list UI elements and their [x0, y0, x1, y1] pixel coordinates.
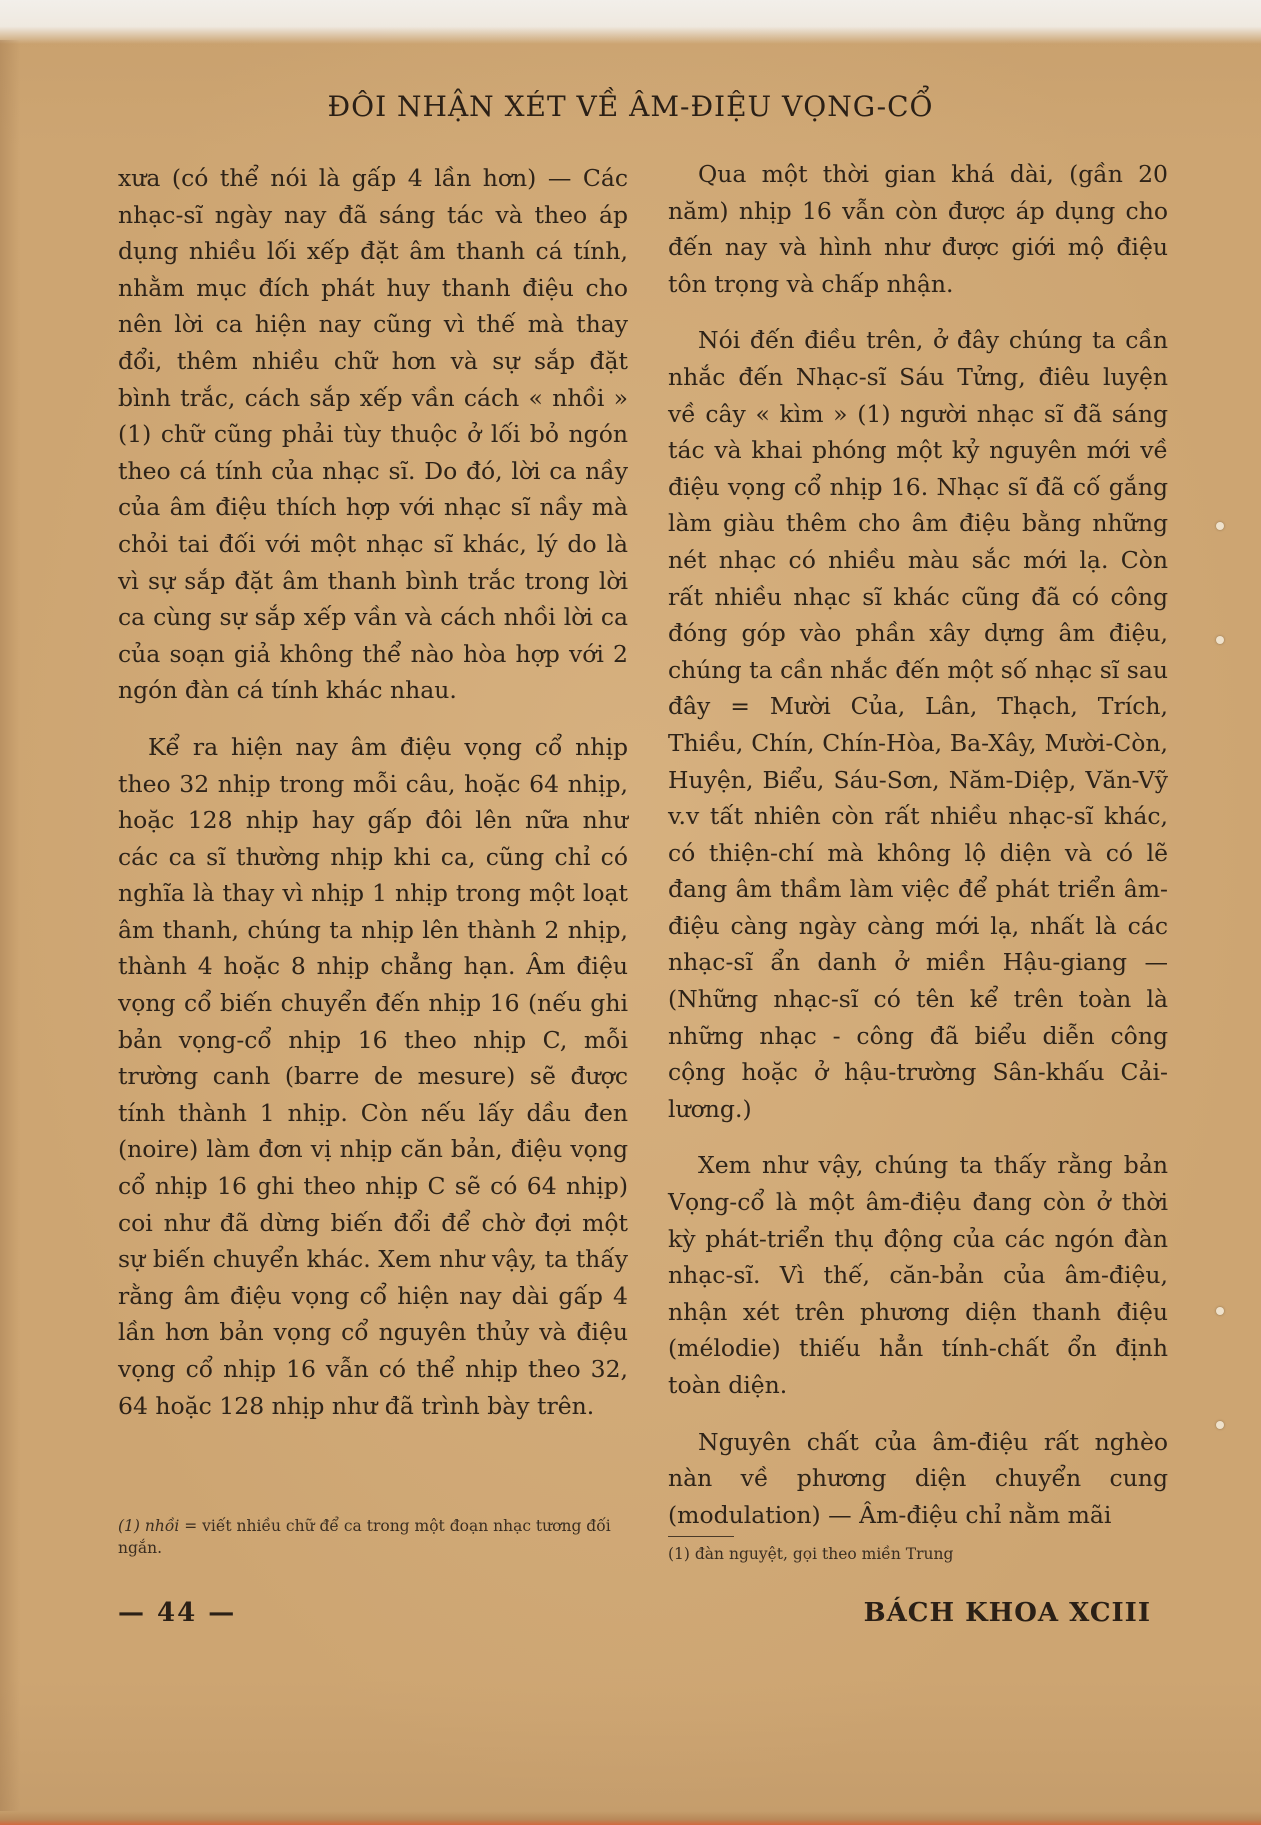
- page-number: — 44 —: [118, 1598, 237, 1628]
- right-paragraph-3: Xem như vậy, chúng ta thấy rằng bản Vọng-cổ là một âm-điệu đang còn ở thời kỳ phát-triển thụ động của các ngón đàn nhạc-sĩ. Vì thế, căn-bản của âm-điệu, nhận xét trên phương diện thanh điệu (mélodie) thiếu hẳn tính-chất ổn định toàn diện.: [668, 1151, 1168, 1399]
- left-paragraph-2: Kể ra hiện nay âm điệu vọng cổ nhịp theo 32 nhịp trong mỗi câu, hoặc 64 nhịp, hoặc 128 nhịp hay gấp đôi lên nữa như các ca sĩ thường nhịp khi ca, cũng chỉ có nghĩa là thay vì nhịp 1 nhịp trong một loạt âm thanh, chúng ta nhịp lên thành 2 nhịp, thành 4 hoặc 8 nhịp chẳng hạn. Âm điệu vọng cổ biến chuyển đến nhịp 16 (nếu ghi bản vọng-cổ nhịp 16 theo nhịp C, mỗi trường canh (barre de mesure) sẽ được tính thành 1 nhịp. Còn nếu lấy dầu đen (noire) làm đơn vị nhịp căn bản, điệu vọng cổ nhịp 16 ghi theo nhịp C sẽ có 64 nhịp) coi như đã dừng biến đổi để chờ đợi một sự biến chuyển khác. Xem như vậy, ta thấy rằng âm điệu vọng cổ hiện nay dài gấp 4 lần hơn bản vọng cổ nguyên thủy và điệu vọng cổ nhịp 16 vẫn có thể nhịp theo 32, 64 hoặc 128 nhịp như đã trình bày trên.: [118, 732, 628, 1420]
- right-paragraph-2: Nói đến điều trên, ở đây chúng ta cần nhắc đến Nhạc-sĩ Sáu Tửng, điêu luyện về cây « kìm » (1) người nhạc sĩ đã sáng tác và khai phóng một kỷ nguyên mới về điệu vọng cổ nhịp 16. Nhạc sĩ đã cố gắng làm giàu thêm cho âm điệu bằng những nét nhạc có nhiều màu sắc mới lạ. Còn rất nhiều nhạc sĩ khác cũng đã có công đóng góp vào phần xây dựng âm điệu, chúng ta cần nhắc đến một số nhạc sĩ sau đây = Mười Của, Lân, Thạch, Trích, Thiều, Chín, Chín-Hòa, Ba-Xây, Mười-Còn, Huyện, Biểu, Sáu-Sơn, Năm-Diệp, Văn-Vỹ v.v tất nhiên còn rất nhiều nhạc-sĩ khác, có thiện-chí mà không lộ diện và có lẽ đang âm thầm làm việc để phát triển âm-điệu càng ngày càng mới lạ, nhất là các nhạc-sĩ ẩn danh ở miền Hậu-giang — (Những nhạc-sĩ có tên kể trên toàn là những nhạc - công đã biểu diễn công cộng hoặc ở hậu-trường Sân-khấu Cải-lương.): [668, 326, 1168, 1123]
- right-column: [668, 156, 1168, 1553]
- scan-left-edge: [0, 40, 20, 1811]
- binding-hole: [1216, 1421, 1224, 1429]
- scan-bottom-edge: [0, 1811, 1261, 1825]
- left-column: [118, 160, 628, 1444]
- binding-hole: [1216, 1307, 1224, 1315]
- left-paragraph-1: xưa (có thể nói là gấp 4 lần hơn) — Các nhạc-sĩ ngày nay đã sáng tác và theo áp dụng nhiều lối xếp đặt âm thanh cá tính, nhằm mục đích phát huy thanh điệu cho nên lời ca hiện nay cũng vì thế mà thay đổi, thêm nhiều chữ hơn và sự sắp đặt bình trắc, cách sắp xếp vần cách « nhồi » (1) chữ cũng phải tùy thuộc ở lối bỏ ngón theo cá tính của nhạc sĩ. Do đó, lời ca nầy của âm điệu thích hợp với nhạc sĩ nầy mà chỏi tai đối với một nhạc sĩ khác, lý do là vì sự sắp đặt âm thanh bình trắc trong lời ca cùng sự sắp xếp vần và cách nhồi lời ca của soạn giả không thể nào hòa hợp với 2 ngón đàn cá tính khác nhau.: [118, 164, 628, 705]
- journal-name: BÁCH KHOA XCIII: [863, 1598, 1151, 1628]
- running-header: ĐÔI NHẬN XÉT VỀ ÂM-ĐIỆU VỌNG-CỔ: [327, 90, 934, 123]
- right-footnote-rule: [668, 1536, 734, 1537]
- binding-hole: [1216, 636, 1224, 644]
- left-footnote: [118, 1515, 628, 1559]
- binding-hole: [1216, 522, 1224, 530]
- scan-top-edge: [0, 0, 1261, 44]
- right-paragraph-1: Qua một thời gian khá dài, (gần 20 năm) nhịp 16 vẫn còn được áp dụng cho đến nay và hình như được giới mộ điệu tôn trọng và chấp nhận.: [668, 160, 1168, 298]
- right-paragraph-4: Nguyên chất của âm-điệu rất nghèo nàn về phương diện chuyển cung (modulation) — Âm-điệu chỉ nằm mãi: [668, 1427, 1168, 1529]
- left-footnote-term: (1) nhồi: [118, 1517, 180, 1535]
- right-footnote: (1) đàn nguyệt, gọi theo miền Trung: [668, 1545, 954, 1563]
- left-footnote-text: = viết nhiều chữ để ca trong một đoạn nhạc tương đối ngắn.: [118, 1517, 611, 1557]
